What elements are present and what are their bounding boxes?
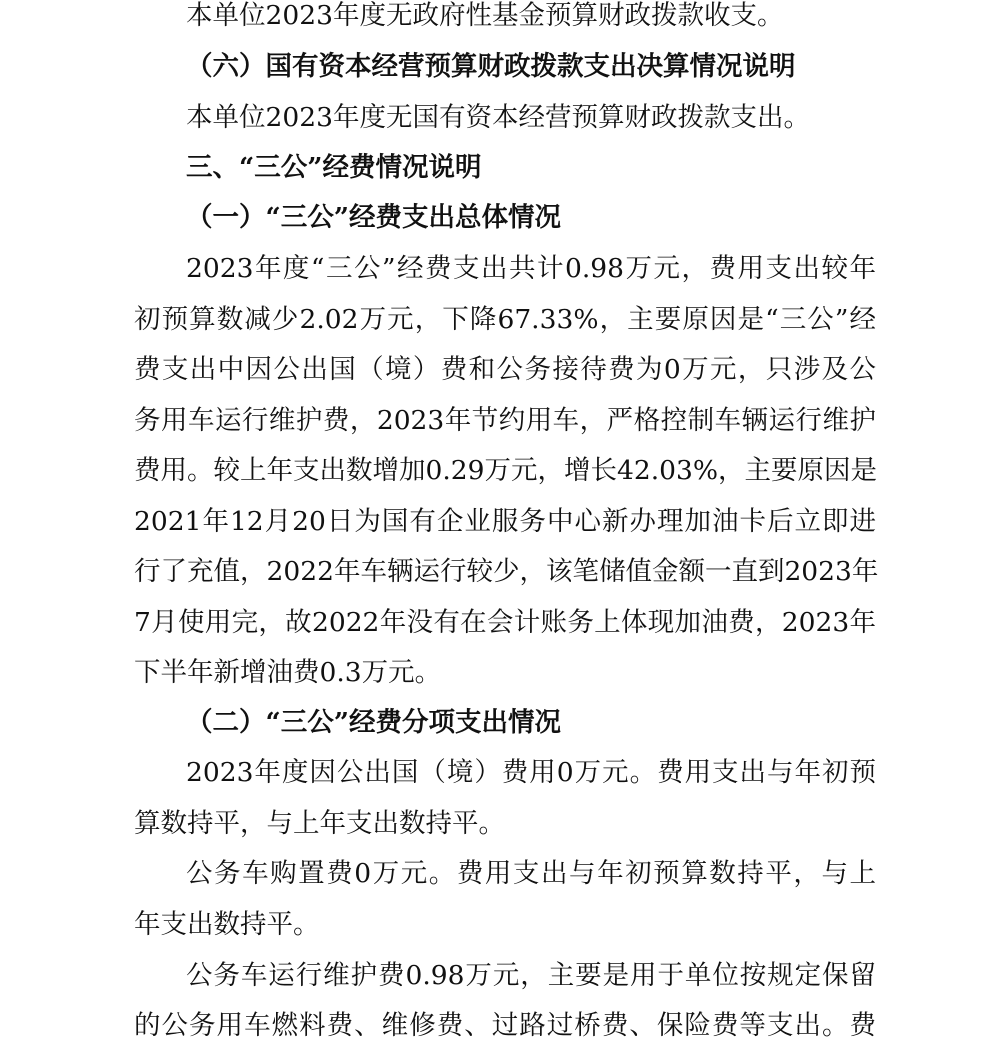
paragraph-line: 下半年新增油费0.3万元。 [134,657,442,688]
paragraph-line: 行了充值，2022年车辆运行较少，该笔储值金额一直到2023年 [134,556,879,587]
paragraph-line: 算数持平，与上年支出数持平。 [134,808,505,839]
paragraph-line: 2023年度“三公”经费支出共计0.98万元，费用支出较年 [186,253,876,284]
paragraph-line: 本单位2023年度无国有资本经营预算财政拨款支出。 [186,102,810,133]
paragraph-line: 费支出中因公出国（境）费和公务接待费为0万元，只涉及公 [134,354,876,385]
paragraph-line: 公务车运行维护费0.98万元，主要是用于单位按规定保留 [186,960,876,991]
subsection-heading-2: （二）“三公”经费分项支出情况 [186,707,561,738]
paragraph-line: 的公务用车燃料费、维修费、过路过桥费、保险费等支出。费 [134,1010,876,1041]
paragraph-line: 公务车购置费0万元。费用支出与年初预算数持平，与上 [186,858,876,889]
paragraph-line: 7月使用完，故2022年没有在会计账务上体现加油费，2023年 [134,607,876,638]
paragraph-line: 费用。较上年支出数增加0.29万元，增长42.03%，主要原因是 [134,455,878,486]
paragraph-line: 2023年度因公出国（境）费用0万元。费用支出与年初预 [186,757,876,788]
paragraph-line: 本单位2023年度无政府性基金预算财政拨款收支。 [186,0,784,31]
paragraph-line: 务用车运行维护费，2023年节约用车，严格控制车辆运行维护 [134,405,876,436]
subsection-heading-1: （一）“三公”经费支出总体情况 [186,202,561,233]
paragraph-line: 2021年12月20日为国有企业服务中心新办理加油卡后立即进 [134,506,876,537]
paragraph-line: 初预算数减少2.02万元，下降67.33%，主要原因是“三公”经 [134,304,876,335]
section-heading-6: （六）国有资本经营预算财政拨款支出决算情况说明 [186,51,796,82]
chapter-heading-3: 三、“三公”经费情况说明 [186,152,482,183]
paragraph-line: 年支出数持平。 [134,909,320,940]
